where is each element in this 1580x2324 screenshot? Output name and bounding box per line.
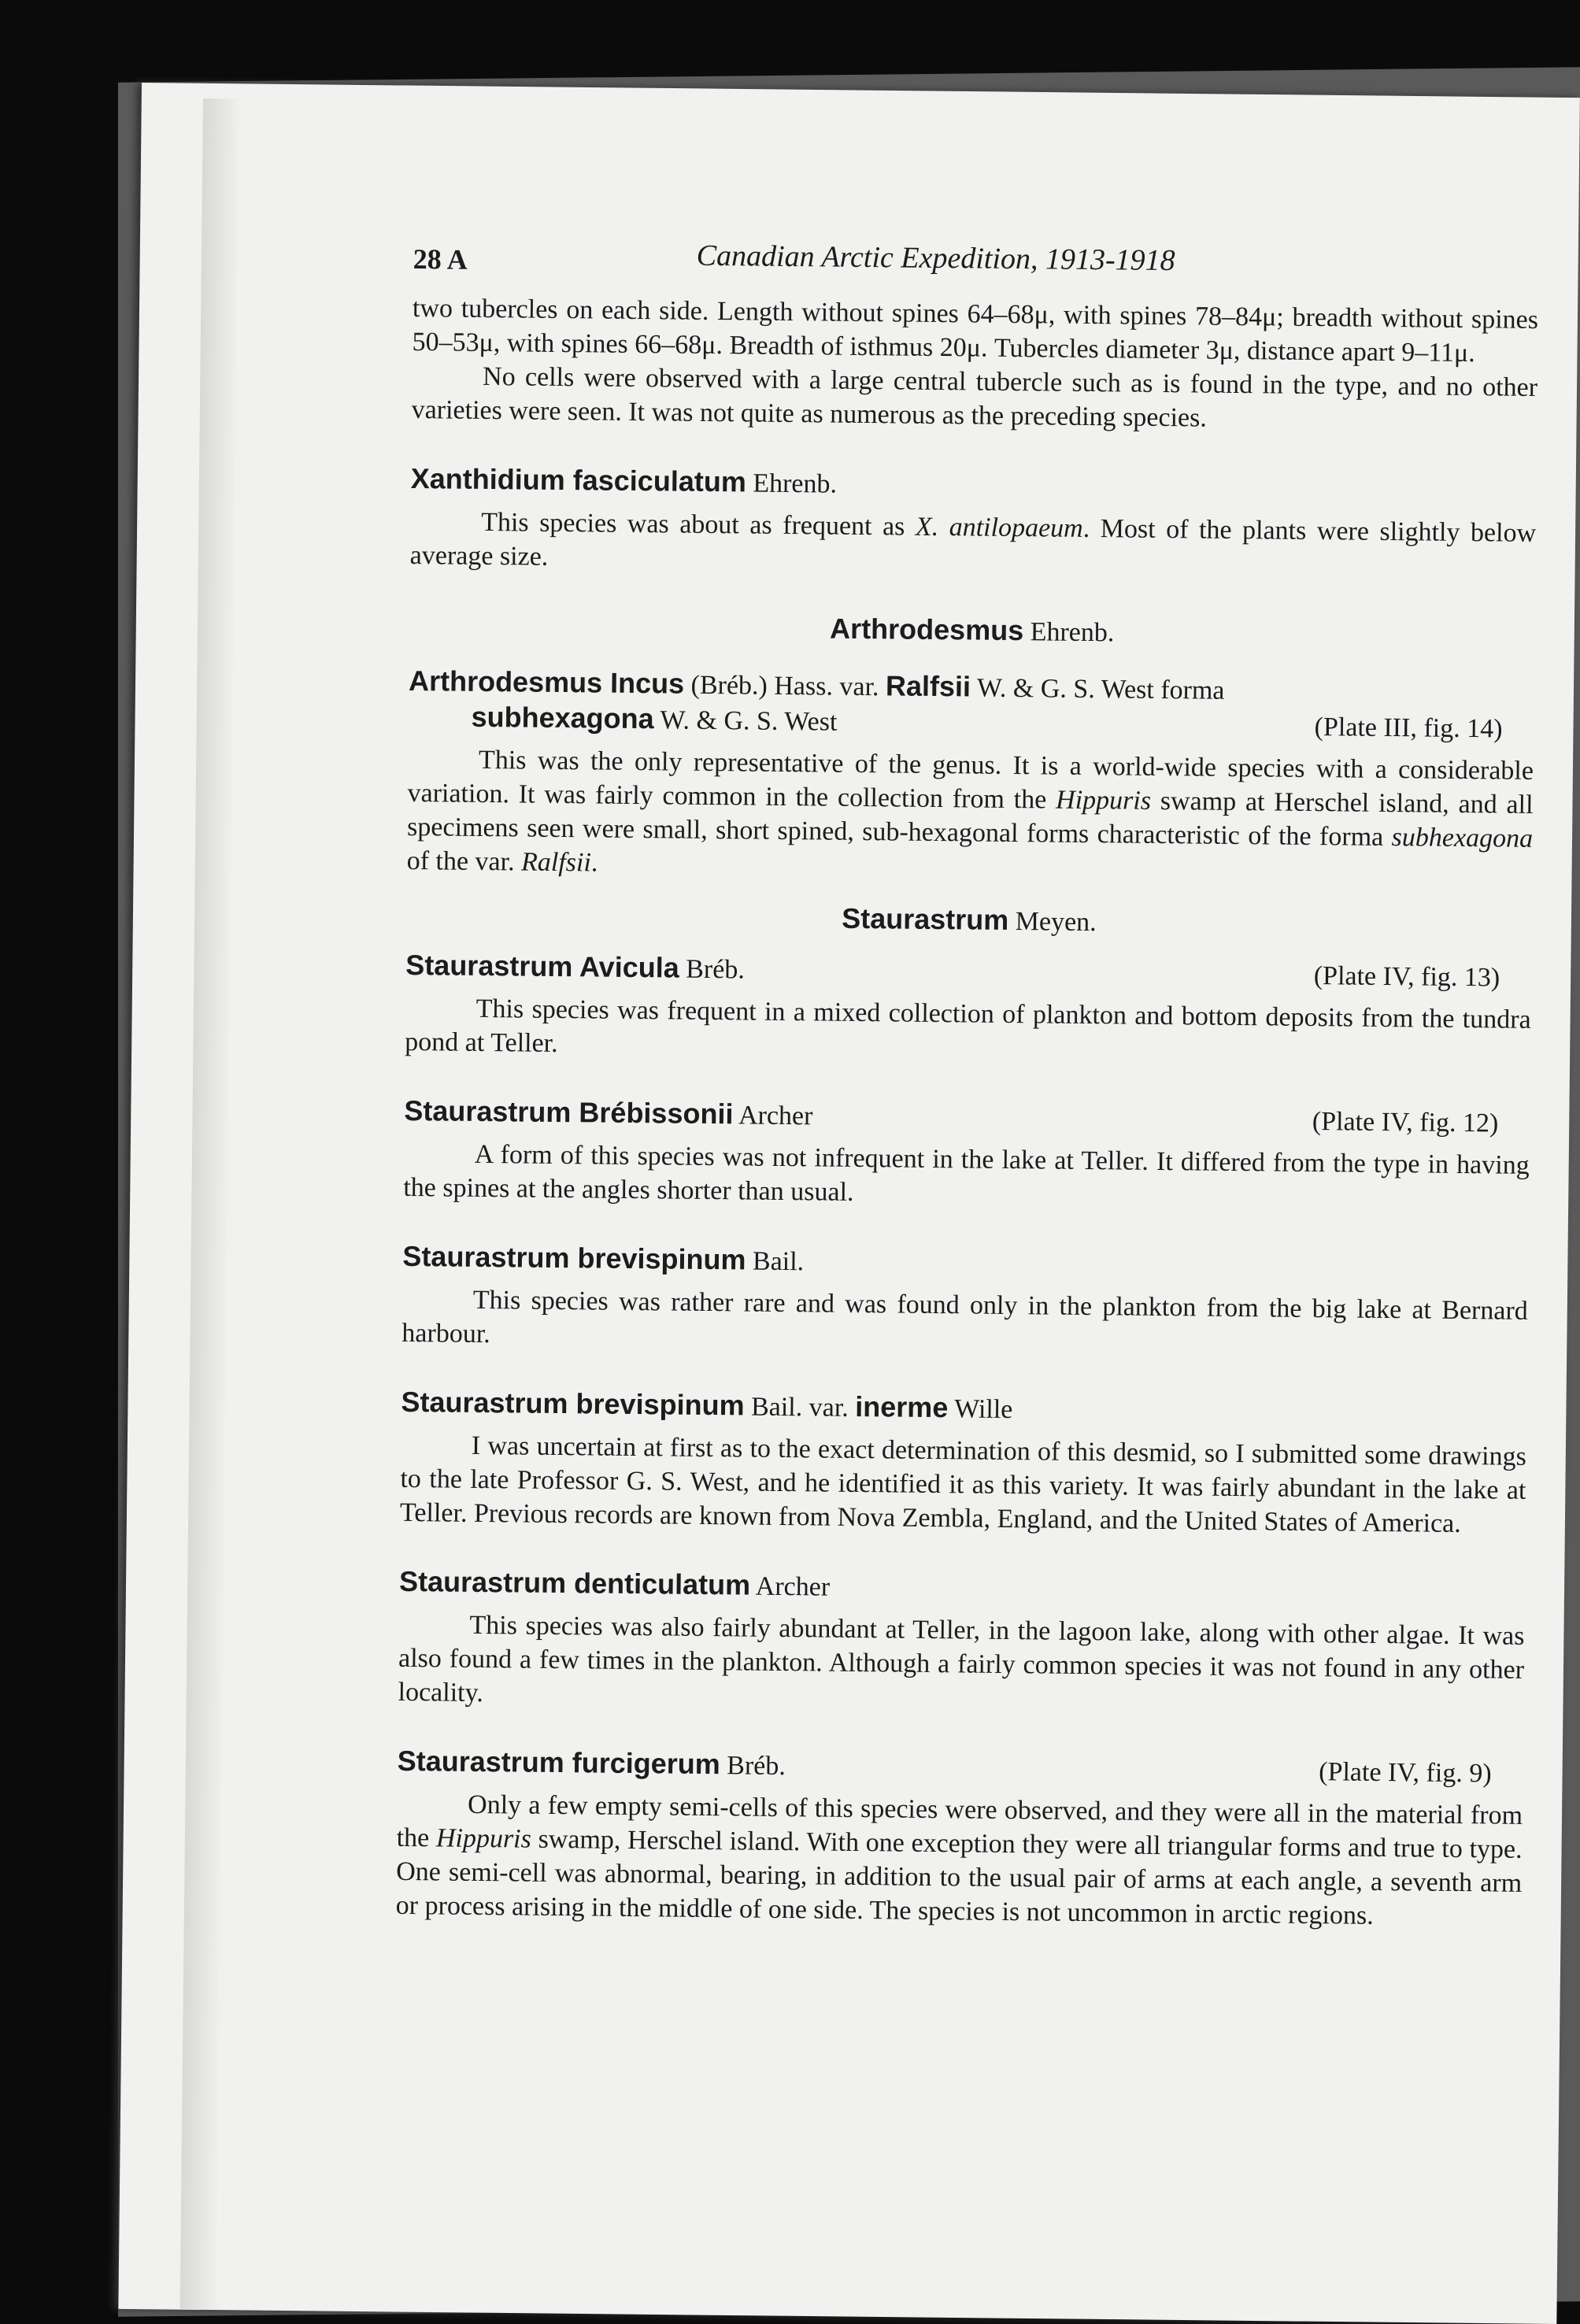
species-name: Staurastrum Avicula (405, 948, 679, 984)
page-content (396, 236, 1539, 1934)
species-description: This species was also fairly abundant at Teller, in the lagoon lake, along with other algae. It was also found a few times in the plankton. Although a fairly common species it was not found in any other locality. (398, 1610, 1525, 1708)
species-description: This species was about as frequent as X. antilopaeum. Most of the plants were slightly below average size. (409, 507, 1537, 572)
species-author: Archer (738, 1101, 813, 1131)
entry-xanthidium-fasciculatum (410, 461, 1537, 584)
genus-heading-staurastrum (406, 897, 1532, 944)
species-name: Arthrodesmus Incus (408, 664, 685, 700)
species-description: This species was frequent in a mixed collection of plankton and bottom deposits from the tundra pond at Teller. (405, 994, 1531, 1058)
variety-author: Wille (954, 1394, 1013, 1425)
genus-name: Arthrodesmus (829, 612, 1024, 647)
plate-reference: (Plate IV, fig. 13) (1313, 961, 1500, 993)
variety-name: Ralfsii (885, 669, 971, 703)
variety-name: inerme (855, 1390, 949, 1424)
forma-name: subhexagona (471, 700, 654, 735)
entry-staurastrum-avicula (405, 948, 1531, 1071)
page-number: 28 A (413, 242, 468, 276)
species-author: Bail. (752, 1246, 805, 1277)
species-author: Archer (755, 1571, 831, 1602)
species-author: Bréb. (727, 1751, 786, 1782)
entry-staurastrum-furcigerum (396, 1744, 1523, 1934)
entry-staurastrum-denticulatum (398, 1564, 1525, 1721)
plate-reference: (Plate III, fig. 14) (1314, 712, 1503, 744)
species-name: Staurastrum Brébissonii (404, 1094, 734, 1131)
genus-author: Meyen. (1015, 907, 1097, 938)
species-author: Ehrenb. (753, 468, 838, 499)
species-author: (Bréb.) Hass. var. (690, 670, 879, 702)
species-description: This species was rather rare and was found only in the plankton from the big lake at Bernard harbour. (401, 1285, 1528, 1349)
genus-name: Staurastrum (841, 901, 1009, 936)
species-name: Staurastrum brevispinum (401, 1385, 745, 1422)
species-author: Bréb. (686, 954, 746, 985)
genus-heading-arthrodesmus (409, 607, 1535, 654)
species-name: Staurastrum brevispinum (402, 1239, 746, 1276)
entry-staurastrum-brebissonii (403, 1094, 1530, 1216)
species-name: Xanthidium fasciculatum (410, 461, 747, 498)
plate-reference: (Plate IV, fig. 12) (1312, 1107, 1499, 1138)
forma-author: W. & G. S. West (660, 705, 838, 737)
species-description: This was the only representative of the genus. It is a world-wide species with a considerable variation. It was fairly common in the collection from the Hippuris swamp at Herschel island, and all specimens seen were small, short spined, sub-hexagonal forms characteristic of the forma subhexagona of the var. Ralfsii. (406, 745, 1534, 878)
species-description: A form of this species was not infrequent in the lake at Teller. It differed from the type in having the spines at the angles shorter than usual. (403, 1139, 1530, 1207)
species-description: Only a few empty semi-cells of this species were observed, and they were all in the material from the Hippuris swamp, Herschel island. With one exception they were all triangular forms and true to type. One semi-cell was abnormal, bearing, in addition to the usual pair of arms at each angle, a seventh arm or process arising in the middle of one side. The species is not uncommon in arctic regions. (395, 1789, 1523, 1930)
species-name: Staurastrum furcigerum (397, 1744, 721, 1781)
entry-arthrodesmus-incus (406, 664, 1534, 890)
species-author: Bail. var. (750, 1392, 849, 1423)
intro-paragraph-1: two tubercles on each side. Length without spines 64–68μ, with spines 78–84μ; breadth without spines 50–53μ, with spines 66–68μ. Breadth of isthmus 20μ. Tubercles diameter 3μ, distance apart 9–11μ. (412, 293, 1539, 368)
species-description: I was uncertain at first as to the exact determination of this desmid, so I submitted some drawings to the late Professor G. S. West, and he identified it as this variety. It was fairly abundant in the lake at Teller. Previous records are known from Nova Zembla, England, and the United States of America. (399, 1430, 1527, 1539)
species-name: Staurastrum denticulatum (398, 1564, 751, 1601)
running-title: Canadian Arctic Expedition, 1913-1918 (696, 239, 1175, 278)
plate-reference: (Plate IV, fig. 9) (1319, 1757, 1492, 1789)
entry-staurastrum-brevispinum (401, 1239, 1528, 1362)
intro-paragraph-2: No cells were observed with a large central tubercle such as is found in the type, and no other varieties were seen. It was not quite as numerous as the preceding species. (411, 361, 1538, 433)
entry-staurastrum-brevispinum-inerme (400, 1385, 1527, 1541)
variety-author: W. & G. S. West forma (976, 673, 1225, 705)
genus-author: Ehrenb. (1030, 617, 1115, 648)
